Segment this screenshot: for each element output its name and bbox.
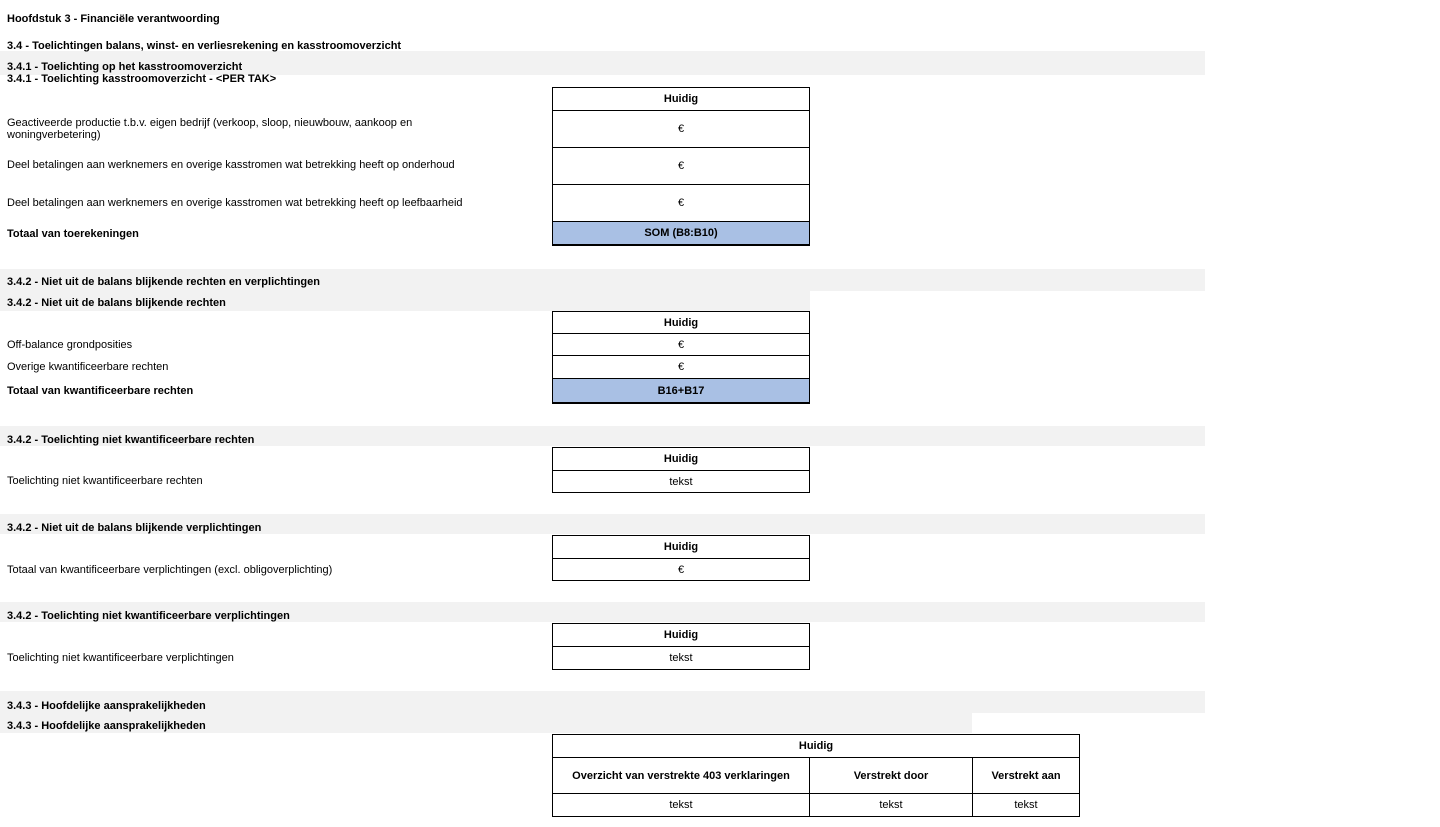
cashflow-header: Huidig [552, 87, 810, 111]
obligations-value[interactable]: € [552, 558, 810, 581]
rights-value[interactable]: € [552, 355, 810, 379]
row-label: Totaal van kwantificeerbare verplichtingen (excl. obligoverplichting) [7, 564, 333, 576]
obligations-header: Huidig [552, 535, 810, 559]
rights-header: Huidig [552, 311, 810, 334]
rights-total-value: B16+B17 [552, 378, 810, 404]
row-label: Off-balance grondposities [7, 339, 133, 351]
total-label: Totaal van kwantificeerbare rechten [7, 385, 194, 397]
subsection-heading: 3.4.1 - Toelichting op het kasstroomoverzicht [7, 61, 243, 73]
section-heading: 3.4.3 - Hoofdelijke aansprakelijkheden [7, 700, 206, 712]
row-label: Deel betalingen aan werknemers en overige kasstromen wat betrekking heeft op onderhoud [7, 159, 455, 171]
row-label: Toelichting niet kwantificeerbare rechten [7, 475, 203, 487]
cashflow-value[interactable]: € [552, 147, 810, 185]
row-label: Overige kwantificeerbare rechten [7, 361, 169, 373]
subsection-heading: 3.4.3 - Hoofdelijke aansprakelijkheden [7, 720, 206, 732]
obl-expl-header: Huidig [552, 623, 810, 647]
section-heading: 3.4 - Toelichtingen balans, winst- en verliesrekening en kasstroomoverzicht [7, 40, 402, 52]
row-label: Toelichting niet kwantificeerbare verplichtingen [7, 652, 234, 664]
liabilities-value[interactable]: tekst [972, 793, 1080, 817]
cashflow-value[interactable]: € [552, 110, 810, 148]
row-label: Geactiveerde productie t.b.v. eigen bedrijf (verkoop, sloop, nieuwbouw, aankoop en woningverbetering) [7, 117, 413, 141]
liabilities-header: Huidig [552, 734, 1080, 758]
row-label: Deel betalingen aan werknemers en overige kasstromen wat betrekking heeft op leefbaarheid [7, 197, 463, 209]
cashflow-total-value: SOM (B8:B10) [552, 221, 810, 246]
cashflow-value[interactable]: € [552, 184, 810, 222]
section-heading: 3.4.2 - Niet uit de balans blijkende verplichtingen [7, 522, 262, 534]
liabilities-value[interactable]: tekst [809, 793, 973, 817]
liabilities-col-by: Verstrekt door [809, 757, 973, 794]
subsection-heading: 3.4.1 - Toelichting kasstroomoverzicht - <PER TAK> [7, 73, 277, 85]
section-heading: 3.4.2 - Niet uit de balans blijkende rechten en verplichtingen [7, 276, 320, 288]
liabilities-value[interactable]: tekst [552, 793, 810, 817]
obl-expl-value[interactable]: tekst [552, 646, 810, 670]
liabilities-col-to: Verstrekt aan [972, 757, 1080, 794]
total-label: Totaal van toerekeningen [7, 228, 139, 240]
rights-expl-value[interactable]: tekst [552, 470, 810, 493]
section-heading: 3.4.2 - Toelichting niet kwantificeerbare rechten [7, 434, 255, 446]
subsection-heading: 3.4.2 - Niet uit de balans blijkende rechten [7, 297, 226, 309]
chapter-title: Hoofdstuk 3 - Financiële verantwoording [7, 13, 220, 25]
section-heading: 3.4.2 - Toelichting niet kwantificeerbare verplichtingen [7, 610, 290, 622]
rights-expl-header: Huidig [552, 447, 810, 471]
liabilities-col-overview: Overzicht van verstrekte 403 verklaringen [552, 757, 810, 794]
rights-value[interactable]: € [552, 333, 810, 356]
